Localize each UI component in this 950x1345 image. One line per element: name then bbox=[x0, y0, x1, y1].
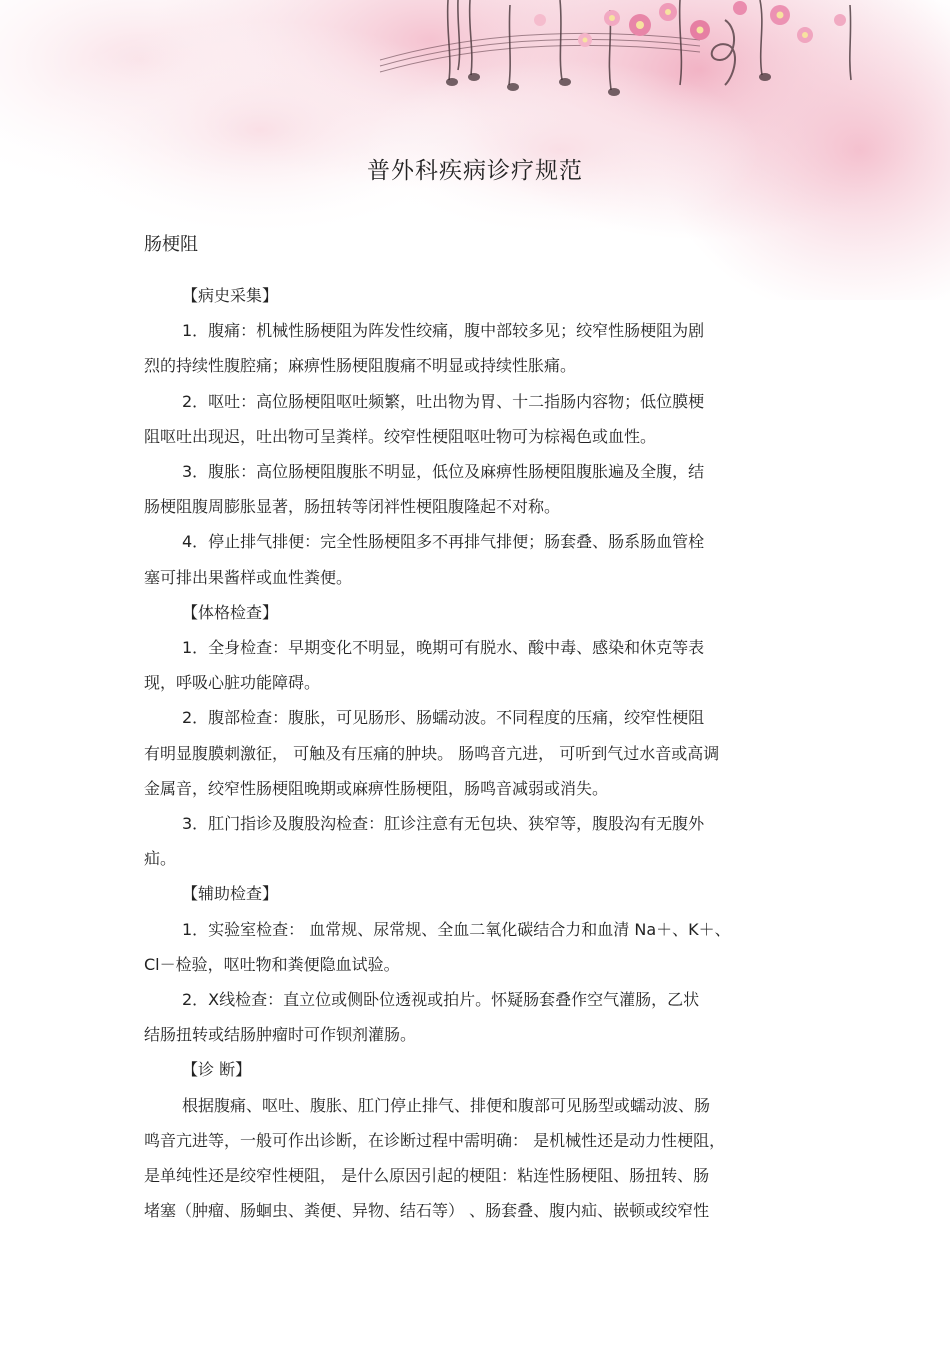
body-line: 烈的持续性腹腔痛；麻痹性肠梗阻腹痛不明显或持续性胀痛。 bbox=[144, 356, 577, 376]
body-line: 鸣音亢进等，一般可作出诊断，在诊断过程中需明确： 是机械性还是动力性梗阻， bbox=[144, 1130, 726, 1150]
body-line: 阻呕吐出现迟，吐出物可呈粪样。绞窄性梗阻呕吐物可为棕褐色或血性。 bbox=[144, 426, 657, 446]
body-line: 是单纯性还是绞窄性梗阻， 是什么原因引起的梗阻：粘连性肠梗阻、肠扭转、肠 bbox=[144, 1166, 710, 1185]
body-line: 4．停止排气排便：完全性肠梗阻多不再排气排便；肠套叠、肠系肠血管栓 bbox=[182, 532, 705, 552]
body-line: 塞可排出果酱样或血性粪便。 bbox=[144, 567, 353, 587]
body-line: 堵塞（肿瘤、肠蛔虫、粪便、异物、结石等） 、肠套叠、腹内疝、嵌顿或绞窄性 bbox=[144, 1201, 710, 1221]
body-line: 2．腹部检查：腹胀，可见肠形、肠蠕动波。不同程度的压痛，绞窄性梗阻 bbox=[182, 708, 705, 728]
body-line: 现，呼吸心脏功能障碍。 bbox=[144, 673, 321, 693]
subsection-heading: 【辅助检查】 bbox=[182, 884, 279, 904]
body-line: 2．呕吐：高位肠梗阻呕吐频繁，吐出物为胃、十二指肠内容物；低位膜梗 bbox=[182, 391, 705, 411]
subsection-heading: 【病史采集】 bbox=[182, 286, 279, 305]
body-line: 疝。 bbox=[144, 849, 177, 869]
subsection-heading: 【体格检查】 bbox=[182, 602, 279, 622]
document-title: 普外科疾病诊疗规范 bbox=[367, 158, 583, 184]
body-line: 3．肛门指诊及腹股沟检查：肛诊注意有无包块、狭窄等，腹股沟有无腹外 bbox=[182, 814, 705, 833]
section-heading: 肠梗阻 bbox=[144, 234, 198, 255]
body-line: 2．X线检查：直立位或侧卧位透视或拍片。怀疑肠套叠作空气灌肠，乙状 bbox=[182, 990, 700, 1009]
body-line: 1．全身检查：早期变化不明显，晚期可有脱水、酸中毒、感染和休克等表 bbox=[182, 638, 705, 657]
body-line: 1．腹痛：机械性肠梗阻为阵发性绞痛，腹中部较多见；绞窄性肠梗阻为剧 bbox=[182, 321, 705, 341]
body-line: 肠梗阻腹周膨胀显著，肠扭转等闭袢性梗阻腹隆起不对称。 bbox=[144, 497, 561, 517]
body-line: 3．腹胀：高位肠梗阻腹胀不明显，低位及麻痹性肠梗阻腹胀遍及全腹，结 bbox=[182, 462, 705, 481]
body-line: 根据腹痛、呕吐、腹胀、肛门停止排气、排便和腹部可见肠型或蠕动波、肠 bbox=[182, 1095, 711, 1115]
body-line: 结肠扭转或结肠肿瘤时可作钡剂灌肠。 bbox=[144, 1025, 417, 1045]
floral-banner-image bbox=[0, 0, 950, 300]
subsection-heading: 【诊 断】 bbox=[182, 1060, 252, 1080]
body-line: 金属音，绞窄性肠梗阻晚期或麻痹性肠梗阻，肠鸣音减弱或消失。 bbox=[144, 778, 609, 798]
body-line: 有明显腹膜刺激征， 可触及有压痛的肿块。 肠鸣音亢进， 可听到气过水音或高调 bbox=[144, 743, 720, 763]
body-line: Cl－检验，呕吐物和粪便隐血试验。 bbox=[144, 954, 400, 974]
body-line: 1．实验室检查： 血常规、尿常规、全血二氧化碳结合力和血清 Na＋、K＋、 bbox=[182, 919, 731, 939]
